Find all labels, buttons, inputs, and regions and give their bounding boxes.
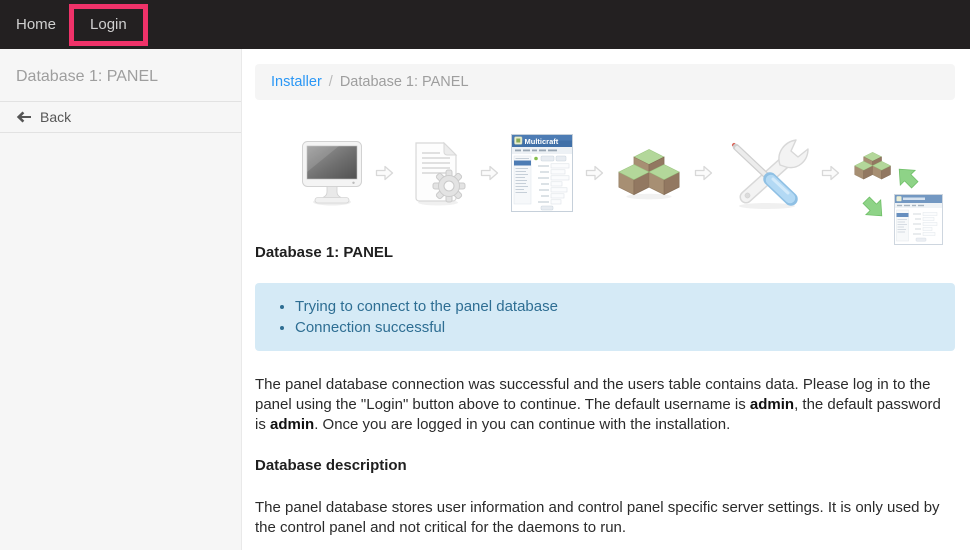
sidebar (0, 49, 242, 550)
main-content (242, 49, 970, 550)
status-message: • Trying to connect to the panel database (295, 296, 939, 317)
page-layout (0, 49, 970, 550)
sidebar-back-link[interactable] (0, 102, 241, 133)
login-highlight-box (69, 4, 148, 46)
breadcrumb-separator: / (328, 74, 333, 90)
minecraft-server-blocks-icon (616, 145, 682, 206)
top-navbar (0, 0, 970, 49)
tools-icon (725, 136, 809, 215)
computer-monitor-icon (301, 140, 363, 211)
step-arrow-right-icon (374, 163, 395, 188)
sidebar-title: Database 1: PANEL (0, 49, 241, 102)
step-arrow-right-icon (820, 163, 841, 188)
database-description-paragraph: The panel database stores user information and control panel specific server settings. It is only used by the control panel and not critical for the daemons to run. (255, 499, 940, 536)
paragraph-text: . Once you are logged in you can continue with the installation. (314, 416, 731, 433)
step-arrow-right-icon (584, 163, 605, 188)
multicraft-panel-icon (511, 134, 573, 217)
breadcrumb (255, 64, 955, 100)
sync-arrow-up-left (892, 162, 922, 192)
multicraft-logo-text: Multicraft (524, 136, 559, 146)
page-title: Database 1: PANEL (255, 244, 394, 261)
breadcrumb-installer-link[interactable]: Installer (271, 74, 322, 90)
default-username-value: admin (749, 396, 795, 413)
status-message-list (271, 296, 939, 338)
database-description-heading: Database description (255, 457, 407, 474)
back-arrow-icon (16, 111, 31, 123)
sync-arrow-down-right (859, 193, 889, 223)
panel-server-sync-icon (852, 146, 947, 251)
paragraph-text: The panel database connection was successful and the users table contains data. Please log in to the panel using the "Login" button above to continue. The default username is (255, 376, 931, 413)
sidebar-back-label: Back (40, 109, 72, 125)
settings-document-icon (406, 140, 468, 211)
nav-home-link[interactable]: Home (16, 16, 57, 33)
login-instructions-paragraph (255, 375, 955, 435)
step-arrow-right-icon (479, 163, 500, 188)
breadcrumb-current: Database 1: PANEL (339, 74, 469, 90)
status-message: • Connection successful (295, 317, 939, 338)
nav-login-link[interactable]: Login (90, 15, 127, 33)
installer-steps-strip (301, 116, 955, 234)
status-info-box (255, 283, 955, 351)
step-arrow-right-icon (693, 163, 714, 188)
default-password-value: admin (270, 416, 315, 433)
paragraph-text: , the default password is (255, 396, 941, 433)
